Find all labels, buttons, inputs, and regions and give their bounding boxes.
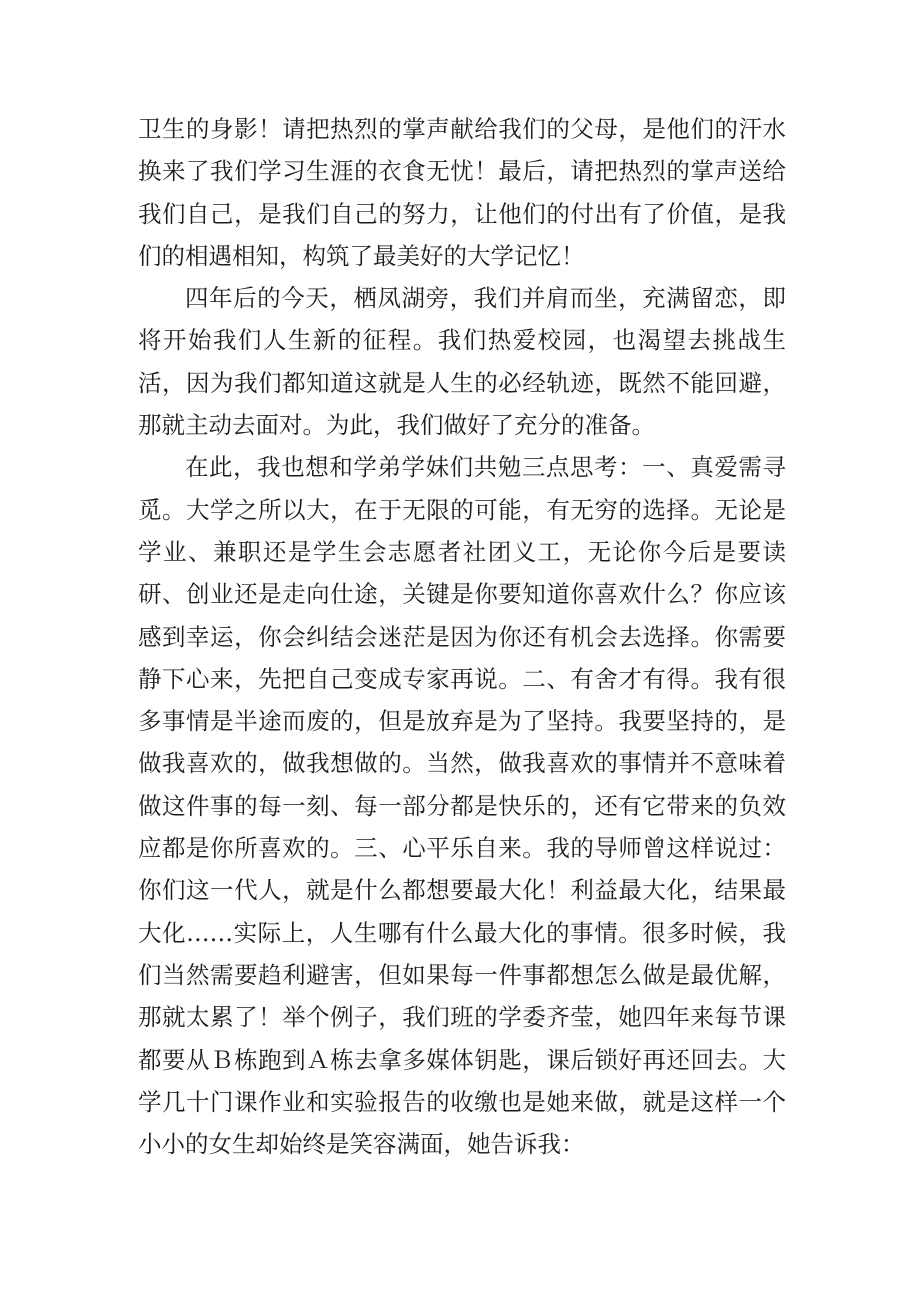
document-body <box>138 108 786 1165</box>
paragraph-continuation: 卫生的身影！请把热烈的掌声献给我们的父母，是他们的汗水换来了我们学习生涯的衣食无忧！最后，请把热烈的掌声送给我们自己，是我们自己的努力，让他们的付出有了价值，是我们的相遇相知，构筑了最美好的大学记忆！ <box>138 115 786 270</box>
paragraph-three-reflections: 在此，我也想和学弟学妹们共勉三点思考：一、真爱需寻觅。大学之所以大，在于无限的可能，有无穷的选择。无论是学业、兼职还是学生会志愿者社团义工，无论你今后是要读研、创业还是走向仕途，关键是你要知道你喜欢什么？你应该感到幸运，你会纠结会迷茫是因为你还有机会去选择。你需要静下心来，先把自己变成专家再说。二、有舍才有得。我有很多事情是半途而废的，但是放弃是为了坚持。我要坚持的，是做我喜欢的，做我想做的。当然，做我喜欢的事情并不意味着做这件事的每一刻、每一部分都是快乐的，还有它带来的负效应都是你所喜欢的。三、心平乐自来。我的导师曾这样说过：你们这一代人，就是什么都想要最大化！利益最大化，结果最大化……实际上，人生哪有什么最大化的事情。很多时候，我们当然需要趋利避害，但如果每一件事都想怎么做是最优解，那就太累了！举个例子，我们班的学委齐莹，她四年来每节课都要从Ｂ栋跑到Ａ栋去拿多媒体钥匙，课后锁好再还回去。大学几十门课作业和实验报告的收缴也是她来做，就是这样一个小小的女生却始终是笑容满面，她告诉我： <box>138 453 786 1159</box>
paragraph-today-by-the-lake: 四年后的今天，栖凤湖旁，我们并肩而坐，充满留恋，即将开始我们人生新的征程。我们热爱校园，也渴望去挑战生活，因为我们都知道这就是人生的必经轨迹，既然不能回避，那就主动去面对。为此，我们做好了充分的准备。 <box>138 284 786 440</box>
